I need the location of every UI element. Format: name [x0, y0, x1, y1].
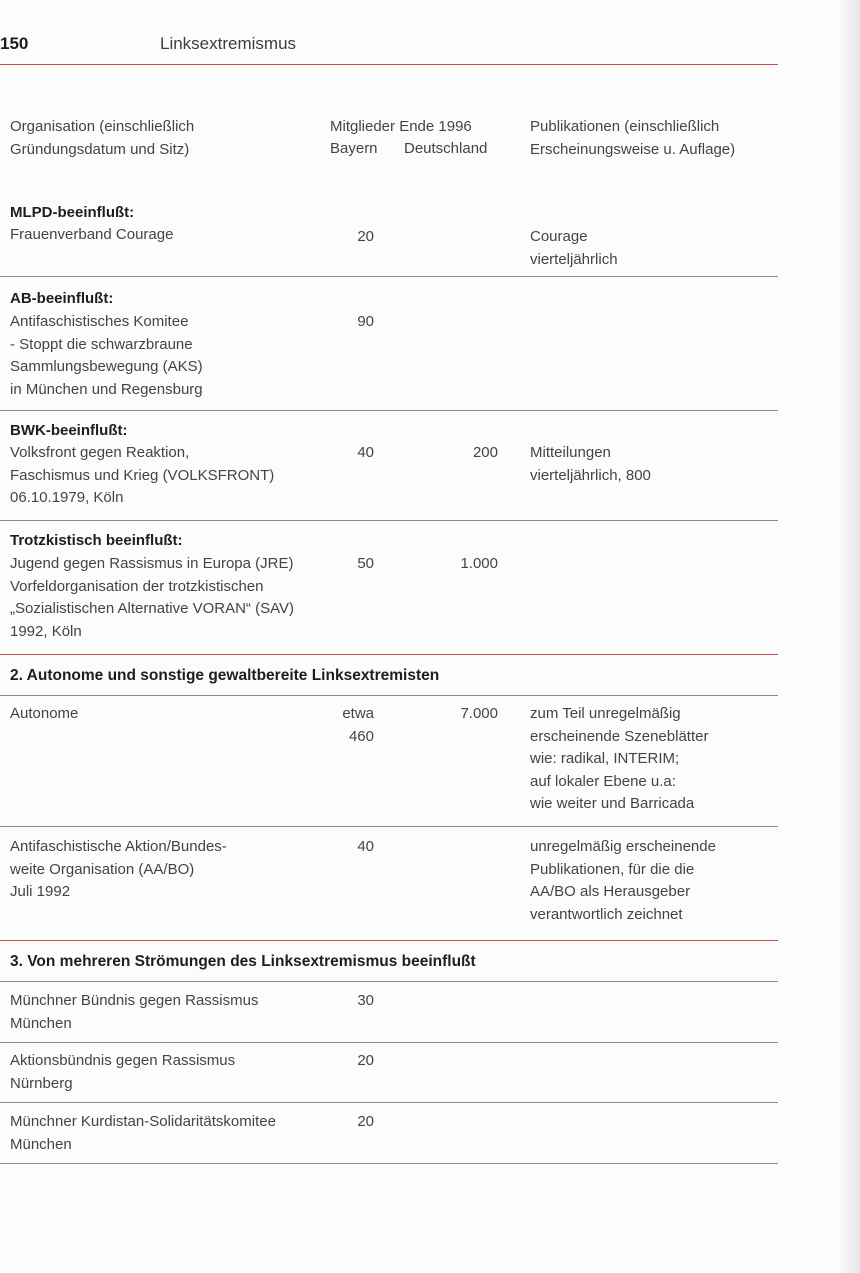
organisation-name: Autonome	[10, 705, 79, 722]
members-deutschland: 7.000	[460, 705, 498, 722]
row-divider	[0, 826, 778, 827]
row-divider	[0, 695, 778, 696]
members-bayern: 30	[357, 992, 374, 1009]
page-number: 150	[0, 34, 29, 53]
members-bayern: 20	[357, 228, 374, 245]
header-rule	[0, 64, 778, 65]
row-divider	[0, 410, 778, 411]
members-bayern: 40	[357, 444, 374, 461]
section-divider	[0, 940, 778, 941]
publication: unregelmäßig erscheinende Publikationen, für die die AA/BO als Herausgeber verantwortlich zeichnet	[530, 838, 716, 923]
running-title: Linksextremismus	[160, 34, 297, 53]
organisation-name: Münchner Bündnis gegen Rassismus München	[10, 992, 259, 1032]
members-deutschland: 200	[472, 444, 498, 461]
organisation-name: Münchner Kurdistan-Solidaritätskomitee München	[10, 1113, 276, 1153]
section-divider	[0, 654, 778, 655]
section-heading-mixed: 3. Von mehreren Strömungen des Linksextremismus beeinflußt	[10, 953, 476, 970]
members-bayern: 40	[357, 838, 374, 855]
members-bayern: etwa 460	[342, 705, 374, 745]
members-bayern: 20	[357, 1113, 374, 1130]
row-divider	[0, 1102, 778, 1103]
column-header-members: Mitglieder Ende 1996	[330, 118, 472, 135]
members-bayern: 20	[357, 1052, 374, 1069]
row-divider	[0, 981, 778, 982]
organisation-name: Jugend gegen Rassismus in Europa (JRE) Vorfeldorganisation der trotzkistischen „Sozialistischen Alternative VORAN“ (SAV) 1992, Köln	[10, 555, 294, 640]
column-header-publications: Publikationen (einschließlich Erscheinungsweise u. Auflage)	[530, 118, 736, 158]
publication: Mitteilungen vierteljährlich, 800	[530, 444, 651, 484]
publication: zum Teil unregelmäßig erscheinende Szeneblätter wie: radikal, INTERIM; auf lokaler Ebene u.a: wie weiter und Barricada	[530, 705, 709, 812]
group-heading: AB-beeinflußt:	[10, 290, 114, 307]
organisation-name: Antifaschistische Aktion/Bundes- weite Organisation (AA/BO) Juli 1992	[10, 838, 227, 900]
column-header-organisation: Organisation (einschließlich Gründungsdatum und Sitz)	[10, 118, 195, 158]
row-divider	[0, 520, 778, 521]
column-header-deutschland: Deutschland	[404, 140, 488, 157]
members-bayern: 90	[357, 313, 374, 330]
group-heading: MLPD-beeinflußt:	[10, 204, 135, 221]
page-header	[0, 34, 780, 64]
organisation-name: Volksfront gegen Reaktion, Faschismus und Krieg (VOLKSFRONT) 06.10.1979, Köln	[10, 444, 275, 506]
column-header-bayern: Bayern	[330, 140, 378, 157]
organisation-name: Antifaschistisches Komitee - Stoppt die schwarzbraune Sammlungsbewegung (AKS) in München und Regensburg	[10, 313, 203, 398]
section-heading-autonome: 2. Autonome und sonstige gewaltbereite Linksextremisten	[10, 667, 440, 684]
publication: Courage vierteljährlich	[530, 228, 618, 268]
organisation-name: Frauenverband Courage	[10, 226, 174, 243]
row-divider	[0, 1042, 778, 1043]
table-bottom-rule	[0, 1163, 778, 1164]
page-edge-shadow	[838, 0, 860, 1273]
members-deutschland: 1.000	[460, 555, 498, 572]
row-divider	[0, 276, 778, 277]
organisation-name: Aktionsbündnis gegen Rassismus Nürnberg	[10, 1052, 236, 1092]
group-heading: Trotzkistisch beeinflußt:	[10, 532, 183, 549]
group-heading: BWK-beeinflußt:	[10, 422, 128, 439]
members-bayern: 50	[357, 555, 374, 572]
